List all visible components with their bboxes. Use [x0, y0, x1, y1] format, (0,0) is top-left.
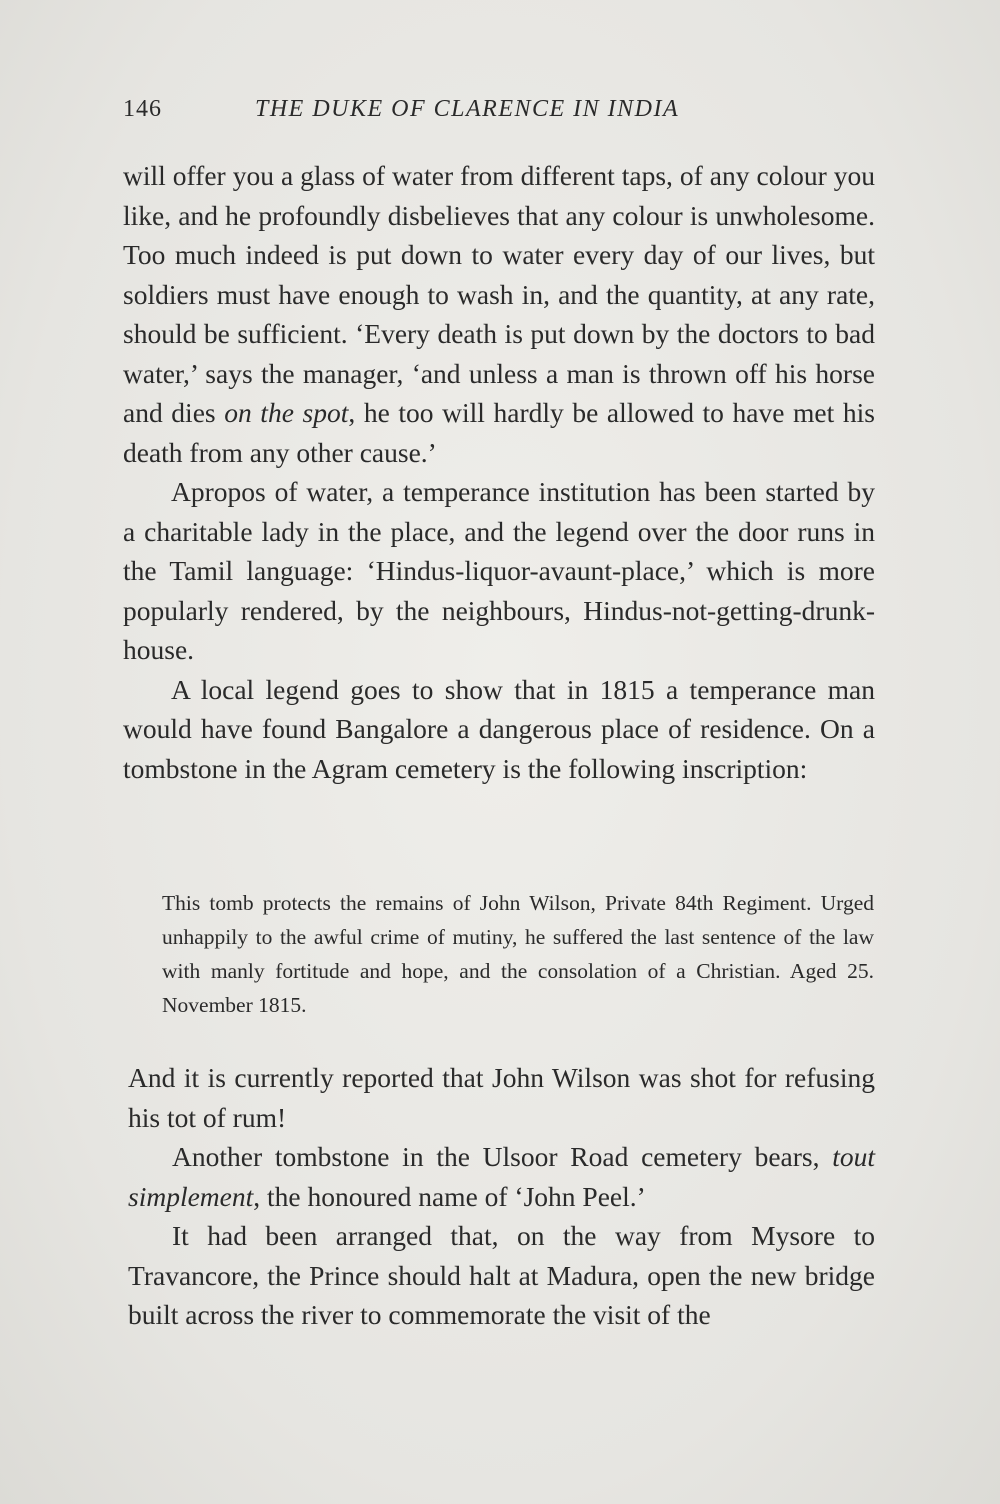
paragraph-water — [123, 156, 875, 472]
paragraph-john-wilson: And it is currently reported that John Wilson was shot for refusing his tot of rum! — [128, 1062, 875, 1133]
paragraph-john-peel-italic: tout simplement — [128, 1141, 875, 1212]
tombstone-inscription: This tomb protects the remains of John Wilson, Private 84th Regiment. Urged unhappily to the awful crime of mutiny, he suffered the last sentence of the law with manly fortitude and hope, and the consolation of a Christian. Aged 25. November 1815. — [162, 891, 874, 1017]
paragraph-water-italic: on the spot — [224, 397, 349, 428]
paragraph-temperance: Apropos of water, a temperance institution has been started by a charitable lady in the place, and the legend over the door runs in the Tamil language: ‘Hindus-liquor-avaunt-place,’ which is more popularly rendered, by the neighbours, Hindus-not-getting-drunk-house. — [123, 476, 875, 665]
paragraph-water-text-b: , he too will hardly be allowed to have met his death from any other cause.’ — [123, 397, 875, 468]
running-head: THE DUKE OF CLARENCE IN INDIA — [255, 96, 680, 122]
paragraph-john-peel-text-b: , the honoured name of ‘John Peel.’ — [253, 1180, 646, 1212]
page-header — [123, 96, 875, 132]
paragraph-water-text-a: will offer you a glass of water from different taps, of any colour you like, and he profoundly disbelieves that any colour is unwholesome. Too much indeed is put down to water every day of our lives, but soldiers must have enough to wash in, and the quantity, at any rate, should be sufficient. ‘Every death is put down by the doctors to bad water,’ says the manager, ‘and unless a man is thrown off his horse and dies — [123, 160, 875, 428]
main-text-block — [123, 156, 875, 788]
paragraph-madura: It had been arranged that, on the way from Mysore to Travancore, the Prince should halt at Madura, open the new bridge built across the river to commemorate the visit of the — [128, 1220, 875, 1330]
paragraph-john-peel-text-a: Another tombstone in the Ulsoor Road cemetery bears, — [172, 1141, 833, 1172]
paragraph-john-peel — [128, 1137, 875, 1216]
page-number: 146 — [123, 96, 162, 122]
continued-text-block — [128, 1058, 875, 1335]
paragraph-local-legend: A local legend goes to show that in 1815 a temperance man would have found Bangalore a dangerous place of residence. On a tombstone in the Agram cemetery is the following inscription: — [123, 673, 875, 784]
